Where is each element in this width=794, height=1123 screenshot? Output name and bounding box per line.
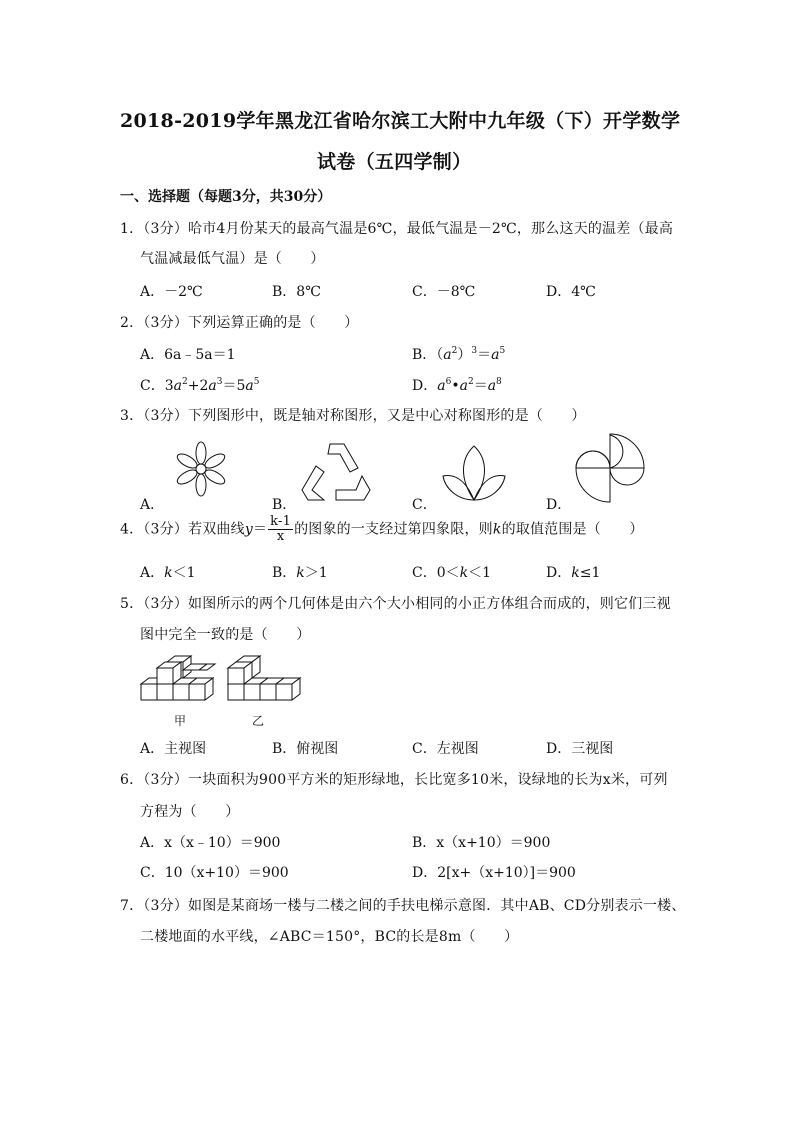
question-4-text: 4．（3分）若双曲线y＝ $\frac{k-1}{x}$ 的图象的一支经过第四象限，则k的取值范围是（ ）: [120, 514, 644, 544]
page-title-line2: 试卷（五四学制）: [317, 151, 472, 173]
question-7-text-line1: 7．（3分）如图是某商场一楼与二楼之间的手扶电梯示意图．其中AB、CD分别表示一楼、: [120, 898, 686, 914]
figure-label-yi: 乙: [252, 714, 265, 728]
flower-icon[interactable]: [163, 437, 239, 501]
question-1-text-line1: 1．（3分）哈市4月份某天的最高气温是6℃，最低气温是－2℃，那么这天的温差（最高: [120, 221, 674, 237]
question-6-text-line2: 方程为（ ）: [140, 804, 240, 820]
question-6-text-line1: 6．（3分）一块面积为900平方米的矩形绿地，长比宽多10米，设绿地的长为x米，可列: [120, 772, 668, 788]
question-6-option-c[interactable]: C．10（x+10）＝900: [140, 865, 289, 881]
question-5-text-line2: 图中完全一致的是（ ）: [140, 627, 311, 643]
question-5-text-line1: 5．（3分）如图所示的两个几何体是由六个大小相同的小正方体组合而成的，则它们三视: [120, 596, 671, 612]
question-4-option-c[interactable]: C．0＜k＜1: [412, 565, 492, 581]
cube-stack-jia-icon: [139, 654, 219, 704]
question-4-option-b[interactable]: B．k＞1: [272, 565, 328, 581]
question-1-text-line2: 气温减最低气温）是（ ）: [140, 251, 325, 267]
figure-label-jia: 甲: [174, 714, 187, 728]
question-4-option-a[interactable]: A．k＜1: [140, 565, 196, 581]
question-3-option-d[interactable]: D．: [546, 497, 572, 513]
question-1-option-d[interactable]: D．4℃: [546, 284, 596, 300]
question-5-option-b[interactable]: B．俯视图: [272, 741, 339, 757]
question-5-option-a[interactable]: A．主视图: [140, 741, 207, 757]
cube-stack-yi-icon: [226, 654, 306, 704]
question-2-option-a[interactable]: A．6a﹣5a＝1: [140, 347, 236, 363]
question-4-option-d[interactable]: D．k≤1: [546, 565, 601, 581]
question-5-option-d[interactable]: D．三视图: [546, 741, 614, 757]
recycle-triangle-icon[interactable]: [300, 442, 372, 502]
question-5-option-c[interactable]: C．左视图: [412, 741, 479, 757]
question-2-option-b[interactable]: B．$(a^2)^3=a^5$: [412, 346, 506, 363]
page-title-line1: 2018-2019学年黑龙江省哈尔滨工大附中九年级（下）开学数学: [120, 110, 681, 132]
question-3-text: 3．（3分）下列图形中，既是轴对称图形，又是中心对称图形的是（ ）: [120, 408, 586, 424]
section-heading: 一、选择题（每题3分，共30分）: [120, 189, 332, 205]
question-3-option-c[interactable]: C．: [412, 497, 437, 513]
question-2-option-d[interactable]: D．$a^6•a^2=a^8$: [412, 377, 502, 394]
fraction: $\frac{k-1}{x}$: [270, 514, 292, 544]
question-7-text-line2: 二楼地面的水平线，∠ABC＝150°，BC的长是8m（ ）: [140, 929, 519, 945]
question-2-option-c[interactable]: C．$3a^2+2a^3=5a^5$: [140, 377, 260, 394]
pinwheel-icon[interactable]: [574, 433, 646, 503]
question-3-option-a[interactable]: A．: [140, 497, 165, 513]
question-1-option-b[interactable]: B．8℃: [272, 284, 321, 300]
question-6-option-d[interactable]: D．2[x+（x+10）]＝900: [412, 865, 576, 881]
lotus-icon[interactable]: [437, 444, 511, 502]
question-1-option-a[interactable]: A．－2℃: [140, 284, 203, 300]
question-6-option-a[interactable]: A．x（x﹣10）＝900: [140, 835, 281, 851]
question-3-option-b[interactable]: B．: [272, 497, 297, 513]
question-2-text: 2．（3分）下列运算正确的是（ ）: [120, 315, 359, 331]
question-1-option-c[interactable]: C．－8℃: [412, 284, 476, 300]
question-6-option-b[interactable]: B．x（x+10）＝900: [412, 835, 551, 851]
